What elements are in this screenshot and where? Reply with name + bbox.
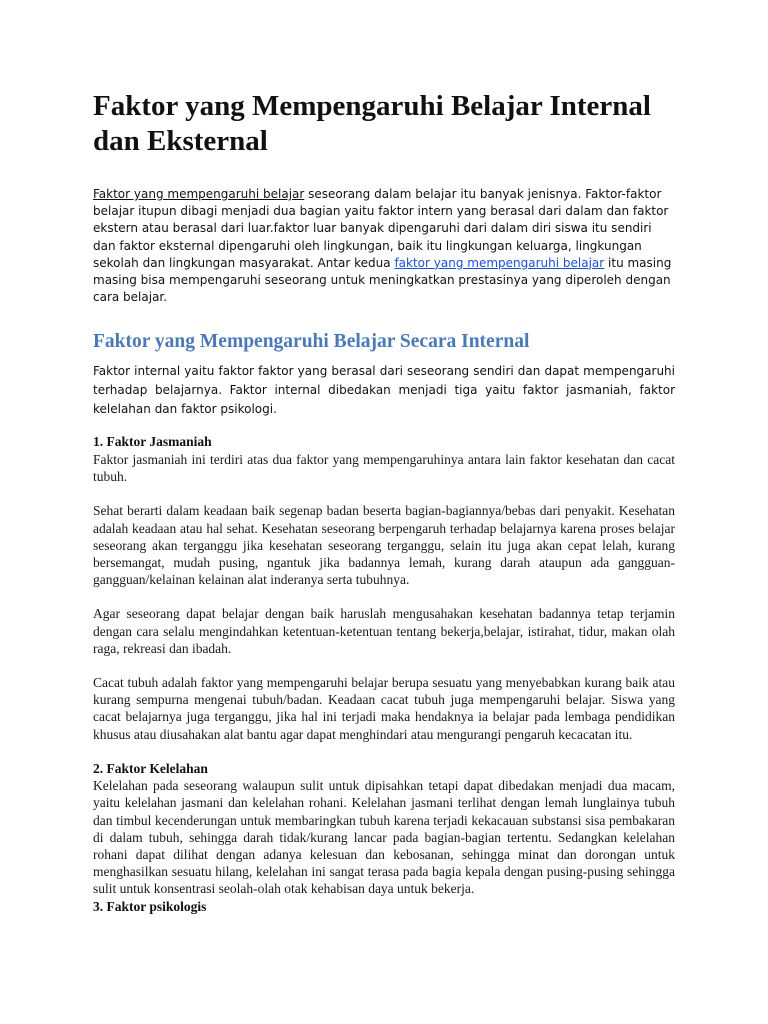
intro-paragraph bbox=[93, 186, 675, 306]
intro-text-1: seseorang dalam belajar itu banyak jenisnya. Faktor-faktor belajar itupun dibagi menjadi dua bagian yaitu faktor intern yang berasal dari dalam dan faktor ekstern atau berasal dari luar.faktor luar banyak dipengaruhi dari dalam diri siswa itu sendiri dan faktor eksternal dipengaruhi oleh lingkungan, baik itu lingkungan keluarga, lingkungan sekolah dan lingkungan masyarakat. Antar kedua bbox=[93, 187, 669, 270]
intro-link-2[interactable]: faktor yang mempengaruhi belajar bbox=[394, 255, 605, 270]
jasmaniah-paragraph-1: Faktor jasmaniah ini terdiri atas dua faktor yang mempengaruhinya antara lain faktor kesehatan dan cacat tubuh. bbox=[93, 451, 675, 485]
jasmaniah-paragraph-4: Cacat tubuh adalah faktor yang mempengaruhi belajar berupa sesuatu yang menyebabkan kurang baik atau kurang sempurna mengenai tubuh/badan. Keadaan cacat tubuh juga mempengaruhi belajar. Siswa yang cacat belajarnya juga terganggu, jika hal ini terjadi maka hendaknya ia belajar pada lembaga pendidikan khusus atau diusahakan alat bantu agar dapat menghindari atau mengurangi pengaruh kecacatan itu. bbox=[93, 674, 675, 742]
section-heading-internal: Faktor yang Mempengaruhi Belajar Secara Internal bbox=[93, 331, 530, 353]
jasmaniah-paragraph-3: Agar seseorang dapat belajar dengan baik haruslah mengusahakan kesehatan badannya tetap terjamin dengan cara selalu mengindahkan ketentuan-ketentuan tentang bekerja,belajar, istirahat, tidur, makan olah raga, rekreasi dan ibadah. bbox=[93, 606, 675, 656]
document-page bbox=[93, 0, 675, 915]
subheading-jasmaniah: 1. Faktor Jasmaniah bbox=[93, 434, 212, 450]
section-internal-intro: Faktor internal yaitu faktor faktor yang berasal dari seseorang sendiri dan dapat mempengaruhi terhadap belajarnya. Faktor internal dibedakan menjadi tiga yaitu faktor jasmaniah, faktor kelelahan dan faktor psikologi. bbox=[93, 364, 675, 417]
subheading-psikologis: 3. Faktor psikologis bbox=[93, 898, 207, 914]
intro-text-2: itu masing masing bisa mempengaruhi seseorang untuk meningkatkan prestasinya yang diperoleh dengan cara belajar. bbox=[93, 255, 672, 305]
page-title: Faktor yang Mempengaruhi Belajar Internal dan Eksternal bbox=[93, 90, 651, 157]
subheading-kelelahan: 2. Faktor Kelelahan bbox=[93, 760, 208, 776]
jasmaniah-paragraph-2: Sehat berarti dalam keadaan baik segenap badan beserta bagian-bagiannya/bebas dari penyakit. Kesehatan adalah keadaan atau hal sehat. Kesehatan seseorang berpengaruh terhadap belajarnya karena proses belajar seseorang akan terganggu jika kesehatan seseorang terganggu, selain itu juga akan cepat lelah, kurang bersemangat, mudah pusing, ngantuk jika badannya lemah, kurang darah ataupun ada gangguan-gangguan/kelainan kelainan alat inderanya serta tubuhnya. bbox=[93, 503, 675, 588]
kelelahan-paragraph-1: Kelelahan pada seseorang walaupun sulit untuk dipisahkan tetapi dapat dibedakan menjadi dua macam, yaitu kelelahan jasmani dan kelelahan rohani. Kelelahan jasmani terlihat dengan lemah lunglainya tubuh dan timbul kecenderungan untuk membaringkan tubuh karena terjadi kekacauan substansi sisa pembakaran di dalam tubuh, sehingga darah tidak/kurang lancar pada bagian-bagian tertentu. Sedangkan kelelahan rohani dapat dilihat dengan adanya kelesuan dan kebosanan, sehingga minat dan dorongan untuk menghasilkan sesuatu hilang, kelelahan ini sangat terasa pada bagia kepala dengan pusing-pusing sehingga sulit untuk konsentrasi seolah-olah otak kehabisan daya untuk bekerja. bbox=[93, 778, 675, 897]
intro-link-1[interactable]: Faktor yang mempengaruhi belajar bbox=[93, 187, 305, 201]
